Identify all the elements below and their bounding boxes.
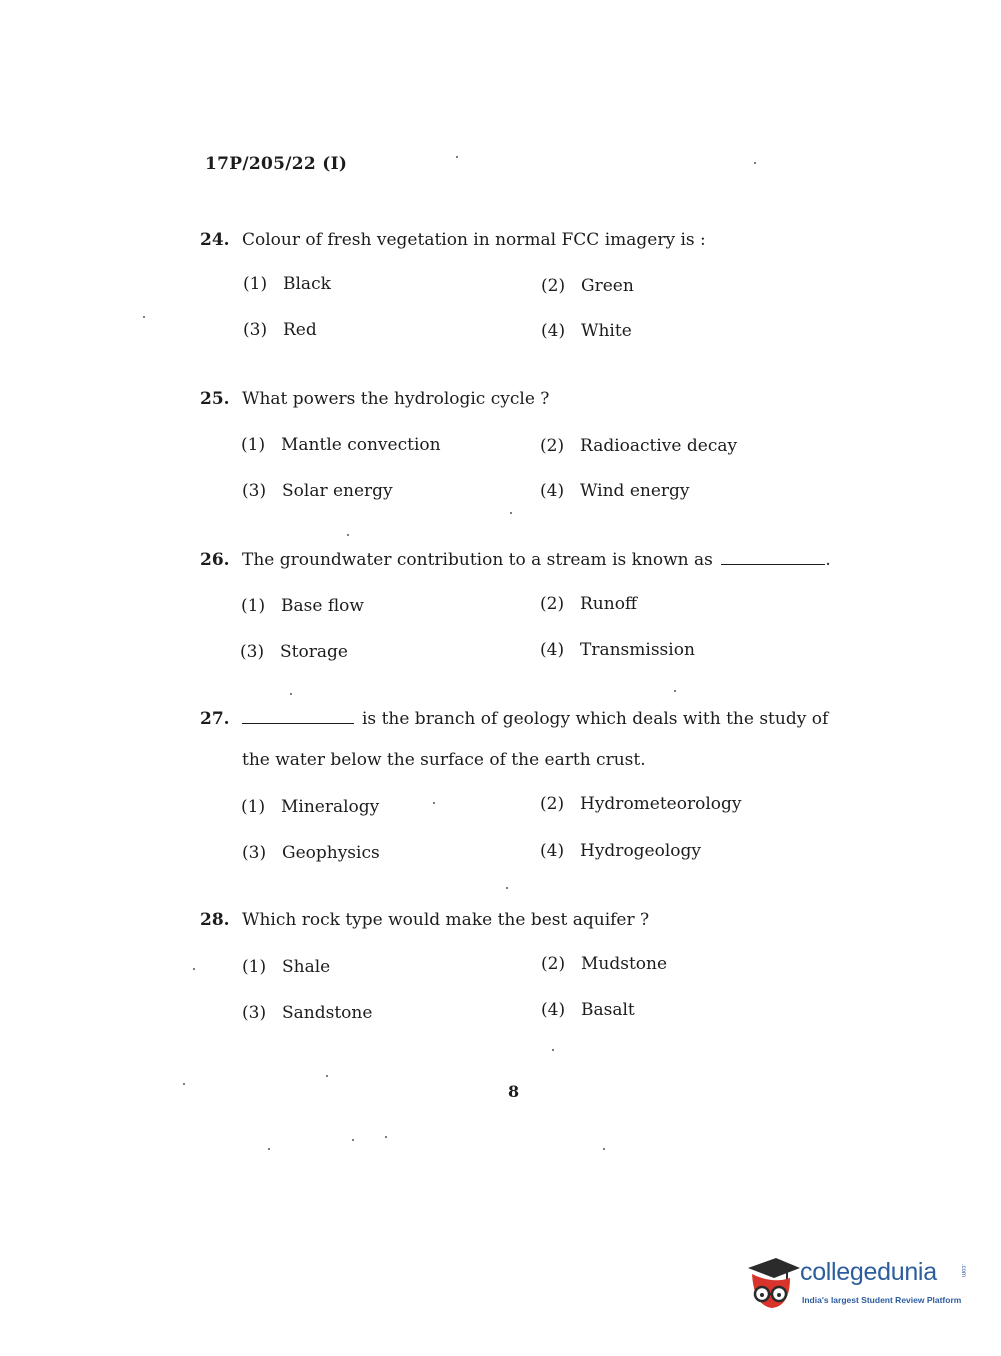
option-text: Wind energy	[580, 481, 690, 501]
q28-option-3	[242, 1003, 372, 1023]
option-number: (4)	[540, 841, 565, 861]
option-text: Hydrometeorology	[580, 794, 742, 814]
scan-speck	[268, 1148, 270, 1150]
question-text: is the branch of geology which deals with the study of	[362, 709, 829, 729]
option-text: Green	[581, 276, 634, 296]
scan-speck	[754, 162, 756, 164]
q25-option-3	[242, 481, 393, 501]
option-number: (3)	[242, 1003, 267, 1023]
option-text: Geophysics	[282, 843, 380, 863]
question-24	[200, 228, 840, 252]
option-number: (2)	[541, 276, 566, 296]
q25-option-4	[540, 481, 690, 501]
option-text: White	[581, 321, 632, 341]
q26-option-2	[540, 594, 637, 614]
q24-option-4	[541, 321, 632, 341]
option-text: Mudstone	[581, 954, 668, 974]
question-26	[200, 548, 840, 572]
scan-speck	[433, 802, 435, 804]
question-25	[200, 387, 840, 411]
question-number: 27.	[200, 709, 230, 729]
scan-speck	[326, 1075, 328, 1077]
option-number: (3)	[242, 843, 267, 863]
question-text: Which rock type would make the best aquifer ?	[242, 910, 650, 930]
option-number: (3)	[243, 320, 268, 340]
question-number: 26.	[200, 550, 230, 570]
option-number: (2)	[540, 794, 565, 814]
scan-speck	[674, 690, 676, 692]
option-text: Red	[283, 320, 317, 340]
scan-speck	[456, 156, 458, 158]
option-text: Runoff	[580, 594, 638, 614]
q25-option-1	[241, 435, 441, 455]
question-text: What powers the hydrologic cycle ?	[242, 389, 550, 409]
collegedunia-logo	[742, 1250, 972, 1314]
brand-tagline: India's largest Student Review Platform	[802, 1295, 962, 1305]
q24-option-3	[243, 320, 317, 340]
option-text: Mineralogy	[281, 797, 380, 817]
option-number: (2)	[540, 436, 565, 456]
scan-speck	[183, 1083, 185, 1085]
q27-option-4	[540, 841, 701, 861]
question-number: 25.	[200, 389, 230, 409]
scan-speck	[290, 693, 292, 695]
option-text: Base flow	[281, 596, 364, 616]
question-28	[200, 908, 840, 932]
option-text: Radioactive decay	[580, 436, 738, 456]
option-text: Transmission	[580, 640, 695, 660]
option-text: Basalt	[581, 1000, 635, 1020]
question-27	[200, 707, 840, 772]
scan-speck	[603, 1148, 605, 1150]
option-text: Hydrogeology	[580, 841, 702, 861]
question-text: The groundwater contribution to a stream is known as	[242, 550, 713, 570]
q26-option-3	[240, 642, 348, 662]
option-number: (4)	[541, 1000, 566, 1020]
option-text: Solar energy	[282, 481, 393, 501]
question-text-end: .	[825, 550, 831, 570]
option-text: Mantle convection	[281, 435, 441, 455]
option-text: Shale	[282, 957, 331, 977]
q28-option-1	[242, 957, 330, 977]
q27-option-3	[242, 843, 380, 863]
scan-speck	[510, 512, 512, 514]
answer-blank	[242, 709, 354, 724]
option-number: (4)	[541, 321, 566, 341]
option-text: Sandstone	[282, 1003, 373, 1023]
option-number: (1)	[242, 957, 267, 977]
option-text: Black	[283, 274, 331, 294]
question-number: 24.	[200, 230, 230, 250]
brand-domain: .com	[960, 1264, 966, 1278]
option-number: (3)	[240, 642, 265, 662]
option-number: (1)	[241, 435, 266, 455]
scan-speck	[506, 887, 508, 889]
q28-option-2	[541, 954, 667, 974]
paper-code: 17P/205/22 (I)	[205, 154, 348, 174]
q24-option-2	[541, 276, 634, 296]
option-number: (3)	[242, 481, 267, 501]
q25-option-2	[540, 436, 737, 456]
option-number: (4)	[540, 481, 565, 501]
scan-speck	[347, 534, 349, 536]
question-text: Colour of fresh vegetation in normal FCC imagery is :	[242, 230, 706, 250]
option-text: Storage	[280, 642, 348, 662]
option-number: (1)	[241, 797, 266, 817]
scan-speck	[385, 1136, 387, 1138]
scan-speck	[143, 316, 145, 318]
option-number: (1)	[241, 596, 266, 616]
page-number: 8	[508, 1082, 520, 1101]
q28-option-4	[541, 1000, 635, 1020]
q26-option-4	[540, 640, 695, 660]
q27-option-2	[540, 794, 742, 814]
option-number: (2)	[540, 594, 565, 614]
scan-speck	[352, 1139, 354, 1141]
scan-speck	[552, 1049, 554, 1051]
option-number: (1)	[243, 274, 268, 294]
q26-option-1	[241, 596, 364, 616]
scan-speck	[193, 968, 195, 970]
question-text-continued: the water below the surface of the earth crust.	[242, 750, 646, 770]
option-number: (4)	[540, 640, 565, 660]
option-number: (2)	[541, 954, 566, 974]
q27-option-1	[241, 797, 379, 817]
answer-blank	[721, 550, 825, 565]
question-number: 28.	[200, 910, 230, 930]
brand-name: collegedunia	[800, 1258, 937, 1286]
mascot-icon	[742, 1250, 802, 1314]
q24-option-1	[243, 274, 331, 294]
